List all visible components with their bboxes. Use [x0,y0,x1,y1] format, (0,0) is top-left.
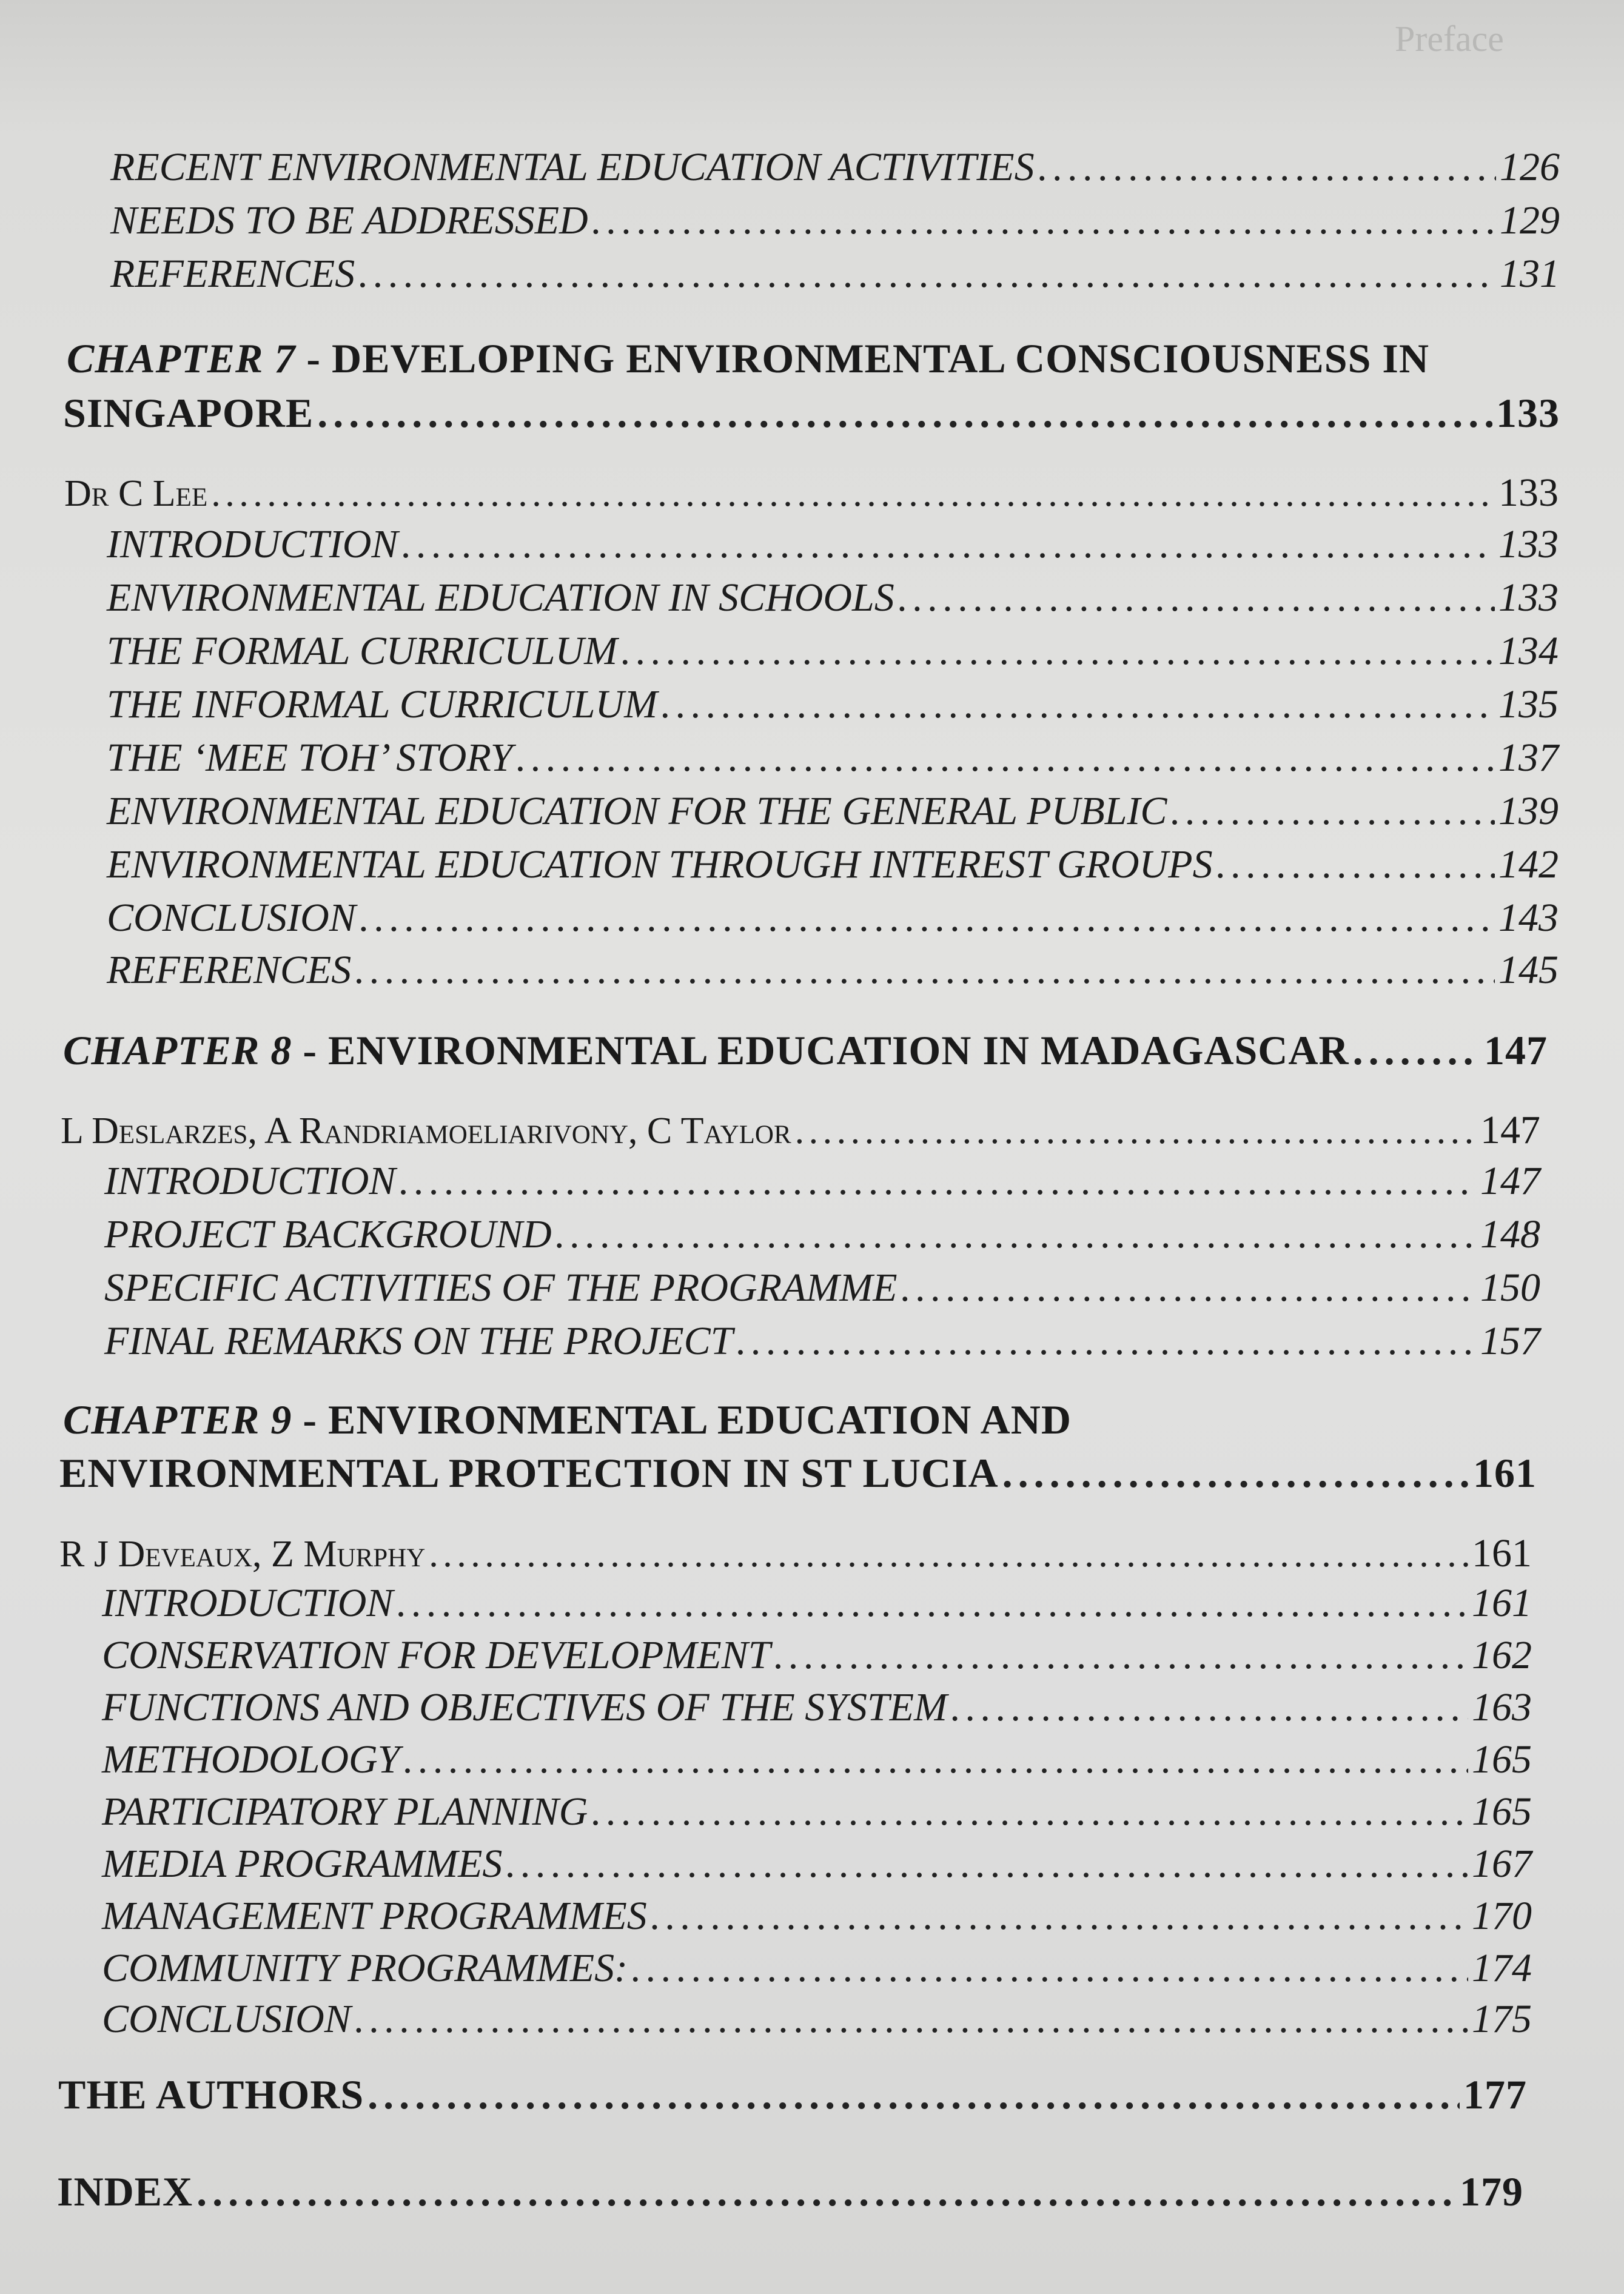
dot-leader [1038,144,1496,190]
entry-page: 139 [1498,789,1559,833]
chapter-7-title-line2: SINGAPORE [63,390,314,436]
entry-page: 175 [1472,1997,1532,2041]
entry-label: REFERENCES [110,252,355,296]
dot-leader [951,1685,1468,1731]
toc-entry[interactable] [104,1318,1540,1364]
entry-label: MEDIA PROGRAMMES [102,1842,503,1886]
entry-label: REFERENCES [107,948,352,992]
entry-label: METHODOLOGY [102,1737,400,1782]
toc-entry[interactable] [104,1158,1540,1204]
index-entry[interactable] [57,2168,1523,2216]
dot-leader [355,1996,1468,2042]
entry-page: 161 [1472,1581,1532,1625]
entry-label: INTRODUCTION [104,1159,396,1203]
toc-entry[interactable] [107,788,1559,834]
chapter-7-prefix: CHAPTER 7 [67,335,296,381]
chapter-8-prefix: CHAPTER 8 [63,1027,292,1073]
dot-leader [317,389,1492,437]
entry-page: 133 [1498,575,1559,620]
author-names: L Deslarzes, A Randriamoeliarivony, C Taylor [61,1110,791,1152]
dot-leader [360,895,1495,941]
entry-label: MANAGEMENT PROGRAMMES [102,1894,647,1938]
entry-label: INTRODUCTION [102,1581,394,1625]
entry-page: 148 [1480,1212,1540,1256]
chapter-9-page: 161 [1473,1450,1537,1496]
dot-leader [661,682,1495,728]
dot-leader [211,472,1495,515]
entry-page: 133 [1498,522,1559,566]
entry-label: FINAL REMARKS ON THE PROJECT [104,1319,733,1363]
entry-label: RECENT ENVIRONMENTAL EDUCATION ACTIVITIES [110,145,1035,189]
entry-label: PROJECT BACKGROUND [104,1212,552,1256]
toc-entry[interactable] [107,628,1559,674]
entry-label: ENVIRONMENTAL EDUCATION IN SCHOOLS [107,575,894,620]
toc-entry[interactable] [110,198,1560,244]
chapter-8-author[interactable] [61,1107,1540,1153]
the-authors-page: 177 [1463,2071,1527,2118]
entry-page: 162 [1472,1633,1532,1677]
entry-label: ENVIRONMENTAL EDUCATION THROUGH INTEREST GROUPS [107,842,1213,887]
toc-entry[interactable] [102,1685,1532,1731]
chapter-7-heading[interactable] [67,335,1429,383]
entry-page: 147 [1480,1159,1540,1203]
dot-leader [1216,842,1495,888]
chapter-7-page: 133 [1496,390,1560,436]
dot-leader [621,628,1495,674]
author-page: 147 [1480,1108,1540,1152]
chapter-9-title-line1: - ENVIRONMENTAL EDUCATION AND [292,1397,1072,1443]
toc-entry[interactable] [107,682,1559,728]
dot-leader [651,1893,1468,1939]
entry-label: NEEDS TO BE ADDRESSED [110,198,588,243]
toc-entry[interactable] [107,575,1559,621]
dot-leader [736,1318,1477,1364]
toc-entry[interactable] [107,842,1559,888]
dot-leader [399,1158,1477,1204]
entry-label: FUNCTIONS AND OBJECTIVES OF THE SYSTEM [102,1685,947,1729]
entry-label: THE ‘MEE TOH’ STORY [107,736,513,780]
dot-leader [1170,788,1495,834]
toc-entry[interactable] [107,947,1559,993]
dot-leader [1002,1449,1469,1497]
toc-entry[interactable] [102,1893,1532,1939]
dot-leader [397,1580,1468,1626]
entry-label: THE FORMAL CURRICULUM [107,629,618,673]
dot-leader [592,198,1496,244]
dot-leader [774,1632,1468,1679]
index-label: INDEX [57,2168,193,2215]
author-page: 161 [1472,1531,1532,1575]
entry-page: 174 [1472,1946,1532,1990]
dot-leader [367,2071,1460,2119]
entry-page: 165 [1472,1789,1532,1834]
chapter-9-heading-line2[interactable] [59,1449,1537,1497]
entry-page: 167 [1472,1842,1532,1886]
toc-entry[interactable] [102,1945,1532,1991]
entry-page: 131 [1500,252,1560,296]
entry-label: SPECIFIC ACTIVITIES OF THE PROGRAMME [104,1266,898,1310]
toc-entry[interactable] [110,251,1560,297]
dot-leader [555,1212,1477,1258]
toc-entry[interactable] [102,1841,1532,1887]
entry-page: 145 [1498,948,1559,992]
chapter-7-author[interactable] [64,470,1559,516]
the-authors-entry[interactable] [58,2071,1527,2119]
toc-entry[interactable] [107,895,1559,941]
entry-page: 143 [1498,896,1559,940]
entry-label: THE INFORMAL CURRICULUM [107,682,658,726]
dot-leader [401,522,1495,568]
dot-leader [898,575,1495,621]
chapter-8-title-text: - ENVIRONMENTAL EDUCATION IN MADAGASCAR [292,1027,1349,1073]
entry-label: PARTICIPATORY PLANNING [102,1789,588,1834]
dot-leader [591,1789,1468,1835]
author-page: 133 [1498,471,1559,515]
toc-entry[interactable] [104,1265,1540,1311]
toc-entry[interactable] [107,522,1559,568]
chapter-9-author[interactable] [59,1531,1532,1577]
index-page: 179 [1460,2168,1523,2215]
toc-entry[interactable] [107,735,1559,781]
chapter-8-heading[interactable] [63,1027,1548,1075]
entry-page: 135 [1498,682,1559,726]
entry-page: 150 [1480,1266,1540,1310]
dot-leader [403,1737,1468,1783]
dot-leader [358,251,1496,297]
chapter-9-title-line2: ENVIRONMENTAL PROTECTION IN ST LUCIA [59,1450,999,1496]
entry-page: 137 [1498,736,1559,780]
bleed-through-text: Preface [1395,19,1504,59]
entry-label: ENVIRONMENTAL EDUCATION FOR THE GENERAL PUBLIC [107,789,1167,833]
entry-label: COMMUNITY PROGRAMMES: [102,1946,628,1990]
entry-label: CONCLUSION [102,1997,351,2041]
entry-page: 170 [1472,1894,1532,1938]
chapter-9-heading[interactable] [63,1396,1072,1444]
toc-entry[interactable] [104,1212,1540,1258]
entry-page: 142 [1498,842,1559,887]
dot-leader [429,1533,1468,1576]
entry-label: CONCLUSION [107,896,356,940]
toc-entry[interactable] [102,1996,1532,2042]
dot-leader [355,947,1495,993]
the-authors-label: THE AUTHORS [58,2071,364,2118]
chapter-9-prefix: CHAPTER 9 [63,1397,292,1443]
chapter-7-heading-line2[interactable] [63,389,1560,437]
dot-leader [516,735,1495,781]
toc-entry[interactable] [102,1737,1532,1783]
entry-label: CONSERVATION FOR DEVELOPMENT [102,1633,771,1677]
dot-leader [1353,1027,1480,1075]
dot-leader [795,1110,1477,1153]
dot-leader [631,1945,1468,1991]
entry-label: INTRODUCTION [107,522,398,566]
entry-page: 126 [1500,145,1560,189]
entry-page: 165 [1472,1737,1532,1782]
dot-leader [506,1841,1468,1887]
chapter-7-title-line1: - DEVELOPING ENVIRONMENTAL CONSCIOUSNESS IN [295,335,1429,381]
entry-page: 157 [1480,1319,1540,1363]
toc-entry[interactable] [110,144,1560,190]
toc-entry[interactable] [102,1632,1532,1679]
dot-leader [196,2168,1456,2216]
dot-leader [901,1265,1477,1311]
entry-page: 163 [1472,1685,1532,1729]
entry-page: 134 [1498,629,1559,673]
toc-entry[interactable] [102,1580,1532,1626]
toc-entry[interactable] [102,1789,1532,1835]
author-names: R J Deveaux, Z Murphy [59,1534,426,1575]
chapter-8-page: 147 [1484,1027,1548,1073]
entry-page: 129 [1500,198,1560,243]
author-names: Dr C Lee [64,473,208,514]
chapter-8-title [63,1027,1349,1075]
